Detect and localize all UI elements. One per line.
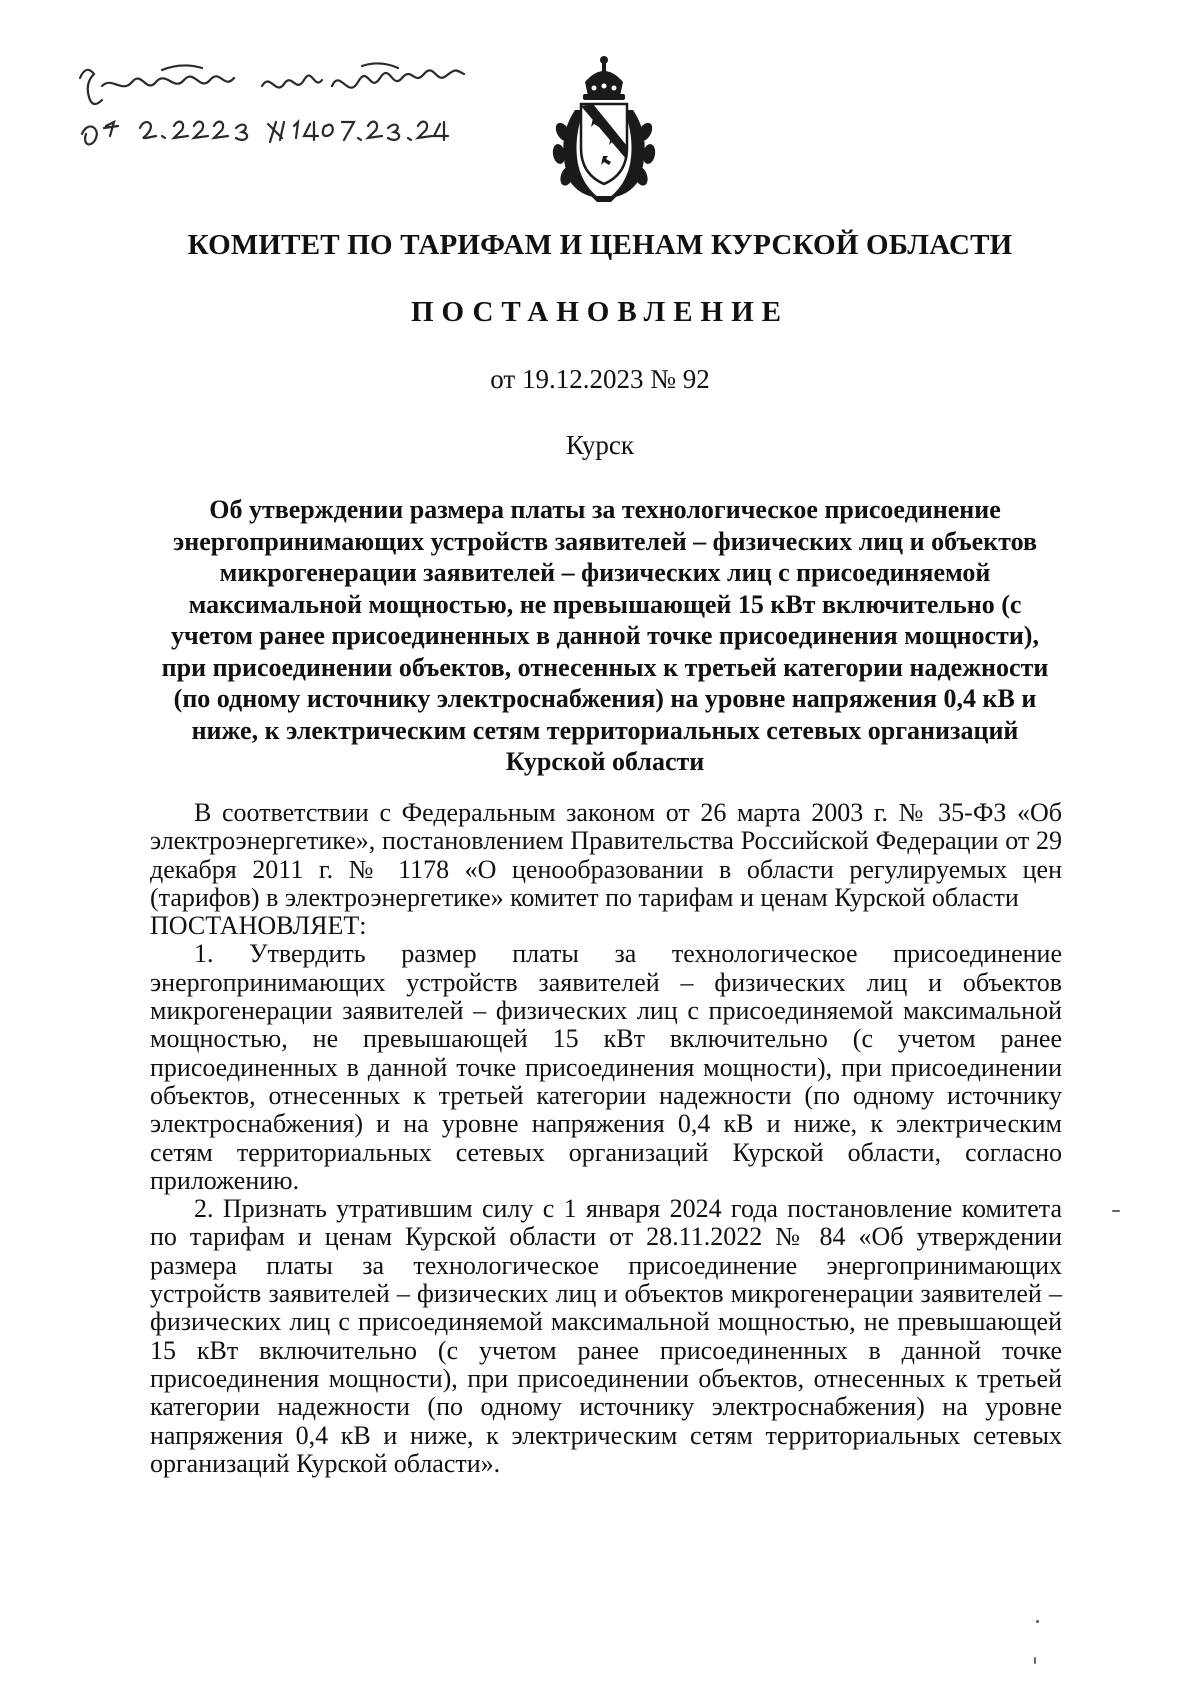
document-type: ПОСТАНОВЛЕНИЕ: [410, 296, 789, 328]
decree-word: ПОСТАНОВЛЯЕТ:: [150, 911, 367, 941]
scan-speck: [1034, 1657, 1036, 1664]
committee-name: КОМИТЕТ ПО ТАРИФАМ И ЦЕНАМ КУРСКОЙ ОБЛАСТИ: [187, 229, 1013, 261]
scan-speck: [1036, 1620, 1039, 1623]
document-date-number: от 19.12.2023 № 92: [490, 364, 710, 394]
handwritten-registration-note: [62, 56, 532, 156]
document-title: Об утверждении размера платы за технологическое присоединение энергопринимающих устройств заявителей – физических лиц и объектов микрогенерации заявителей – физических лиц с присоединяемой максимальной мощностью, не превышающей 15 кВт включительно (с учетом ранее присоединенных в данной точке присоединения мощности), при присоединении объектов, отнесенных к третьей категории надежности (по одному источнику электроснабжения) на уровне напряжения 0,4 кВ и ниже, к электрическим сетям территориальных сетевых организаций Курской области: [161, 495, 1049, 776]
preamble-paragraph: В соответствии с Федеральным законом от 26 марта 2003 г. № 35-ФЗ «Об электроэнергетике», постановлением Правительства Российской Федерации от 29 декабря 2011 г. № 1178 «О ценообразовании в области регулируемых цен (тарифов) в электроэнергетике» комитет по тарифам и ценам Курской области: [150, 798, 1062, 912]
item-1-paragraph: 1. Утвердить размер платы за технологическое присоединение энергопринимающих устройств заявителей – физических лиц и объектов микрогенерации заявителей – физических лиц с присоединяемой максимальной мощностью, не превышающей 15 кВт включительно (с учетом ранее присоединенных в данной точке присоединения мощности), при присоединении объектов, отнесенных к третьей категории надежности (по одному источнику электроснабжения) и на уровне напряжения 0,4 кВ и ниже, к электрическим сетям территориальных сетевых организаций Курской области, согласно приложению.: [150, 939, 1062, 1195]
handwritten-note-drawing: [62, 56, 532, 156]
coat-of-arms-kursk-region-icon: [545, 52, 663, 204]
item-2-paragraph: 2. Признать утратившим силу с 1 января 2024 года постановление комитета по тарифам и ценам Курской области от 28.11.2022 № 84 «Об утверждении размера платы за технологическое присоединение энергопринимающих устройств заявителей – физических лиц и объектов микрогенерации заявителей – физических лиц с присоединяемой максимальной мощностью, не превышающей 15 кВт включительно (с учетом ранее присоединенных в данной точке присоединения мощности), при присоединении объектов, отнесенных к третьей категории надежности (по одному источнику электроснабжения) на уровне напряжения 0,4 кВ и ниже, к электрическим сетям территориальных сетевых организаций Курской области».: [150, 1194, 1062, 1478]
document-body: [150, 799, 1062, 1478]
document-city: Курск: [565, 430, 635, 460]
scan-speck: [1112, 1210, 1120, 1212]
